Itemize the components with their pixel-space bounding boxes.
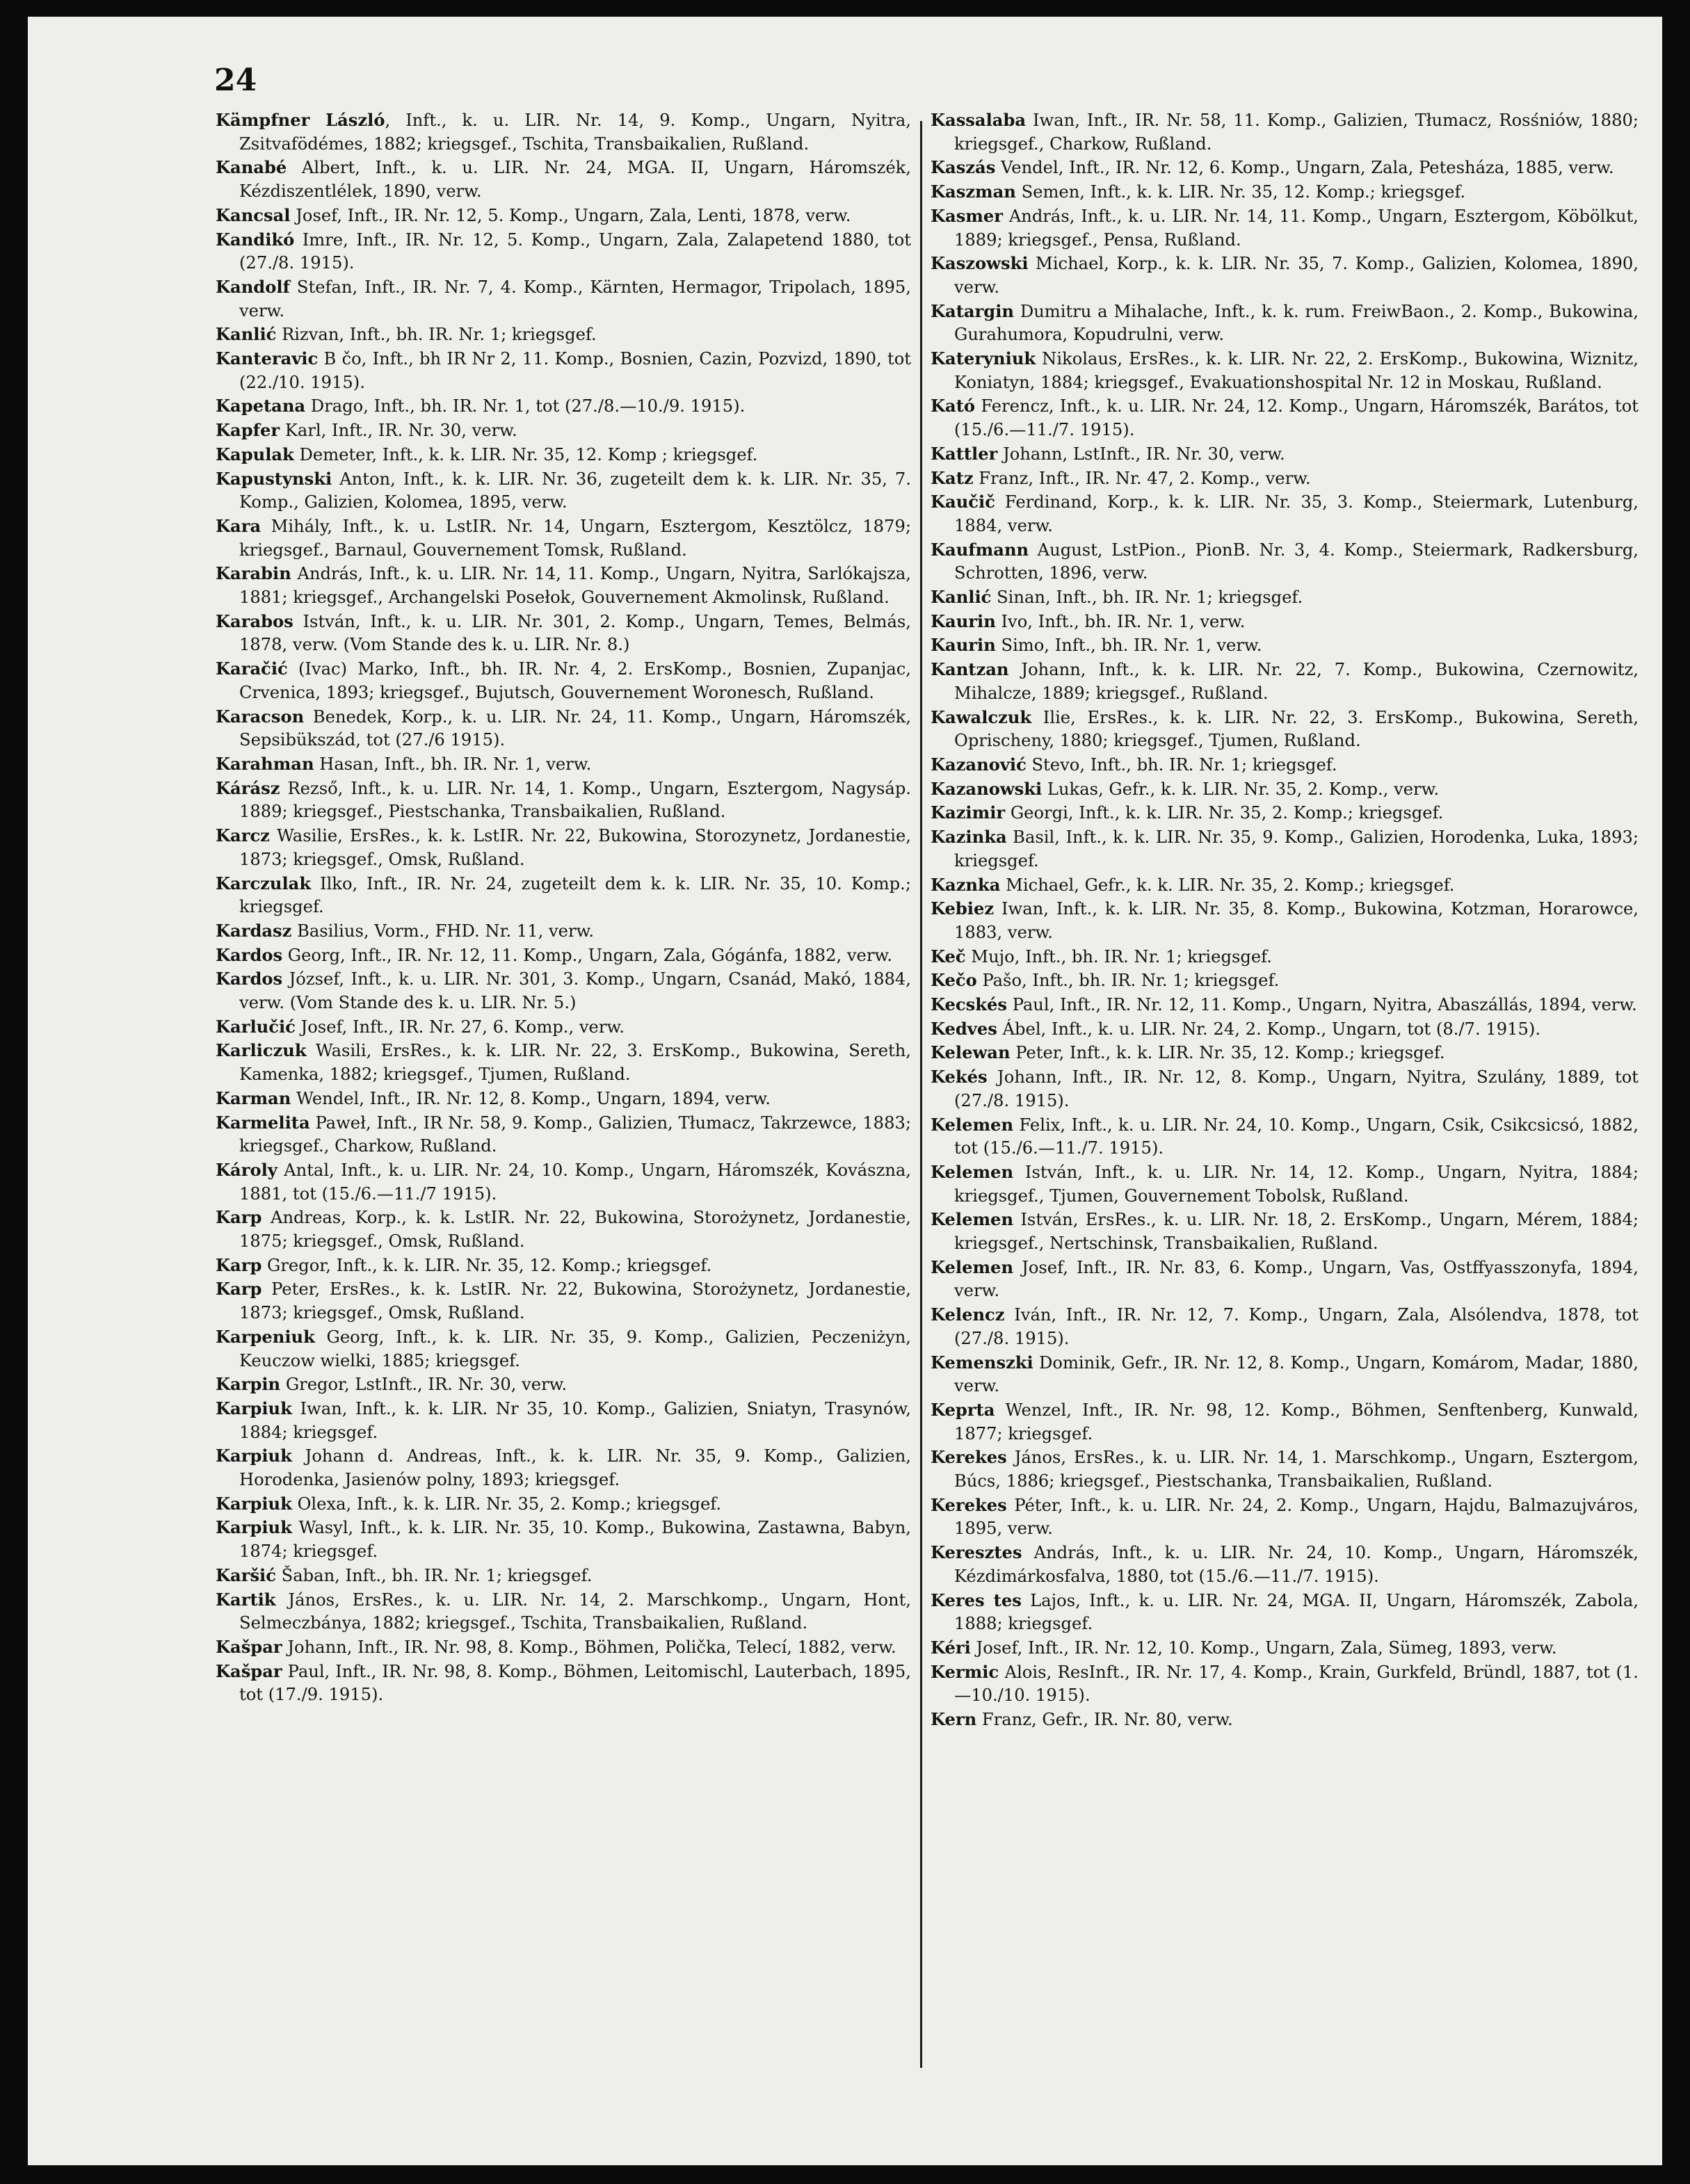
entry-details: Mujo, Inft., bh. IR. Nr. 1; kriegsgef. [965,946,1272,966]
list-entry [931,633,1639,658]
list-entry [216,419,911,443]
entry-details: Stevo, Inft., bh. IR. Nr. 1; kriegsgef. [1026,754,1337,775]
list-entry [931,300,1639,347]
entry-details: , Inft., k. u. LIR. Nr. 14, 9. Komp., Ungarn, Nyitra, Zsitvafödémes, 1882; kriegsgef., Tschita, Transbaikalien, Rußland. [239,111,911,154]
entry-surname: Kecskés [931,994,1007,1015]
entry-details: Johann, Inft., IR. Nr. 12, 8. Komp., Ungarn, Nyitra, Szulány, 1889, tot (27./8. 1915). [954,1067,1639,1110]
entry-details: Albert, Inft., k. u. LIR. Nr. 24, MGA. II, Ungarn, Háromszék, Kézdiszentlélek, 1890, verw. [239,158,911,202]
entry-surname: Kedves [931,1018,997,1039]
list-entry [931,1041,1639,1065]
entry-surname: Kemenszki [931,1352,1033,1373]
list-entry [931,1160,1639,1208]
entry-details: János, ErsRes., k. u. LIR. Nr. 14, 1. Marschkomp., Ungarn, Esztergom, Búcs, 1886; kriegsgef., Piestschanka, Transbaikalien, Rußland. [954,1448,1639,1491]
entry-surname: Karcz [216,825,270,846]
list-entry [931,1446,1639,1493]
entry-details: Drago, Inft., bh. IR. Nr. 1, tot (27./8.—10./9. 1915). [305,396,746,416]
list-entry [216,610,911,657]
list-entry [216,657,911,704]
entry-surname: Karačić [216,658,288,679]
list-entry [216,562,911,609]
list-entry [216,1039,911,1086]
list-entry [931,490,1639,537]
entry-surname: Karšić [216,1564,276,1585]
list-entry [931,873,1639,898]
entry-surname: Karp [216,1254,262,1275]
list-entry [216,967,911,1014]
entry-details: Josef, Inft., IR. Nr. 12, 10. Komp., Ungarn, Zala, Sümeg, 1893, verw. [970,1638,1557,1658]
entry-details: Ferencz, Inft., k. u. LIR. Nr. 24, 12. Komp., Ungarn, Háromszék, Barátos, tot (15./6.—11./7. 1915). [954,396,1639,440]
list-entry [216,1111,911,1158]
entry-surname: Kanabé [216,157,287,178]
list-entry [216,1660,911,1707]
list-entry [931,204,1639,252]
list-entry [931,1660,1639,1708]
entry-surname: Kelencz [931,1304,1005,1325]
list-entry [216,1516,911,1563]
entry-details: Paweł, Inft., IR Nr. 58, 9. Komp., Galizien, Tłumacz, Takrzewce, 1883; kriegsgef., Charkow, Rußland. [239,1113,911,1156]
list-entry [931,180,1639,204]
entry-surname: Keresztes [931,1542,1022,1563]
list-entry [216,824,911,871]
list-entry [931,1256,1639,1303]
entry-details: Michael, Gefr., k. k. LIR. Nr. 35, 2. Komp.; kriegsgef. [1000,875,1455,895]
entry-details: Franz, Gefr., IR. Nr. 80, verw. [976,1710,1233,1730]
entry-details: Vendel, Inft., IR. Nr. 12, 6. Komp., Ungarn, Zala, Petesháza, 1885, verw. [995,158,1614,178]
entry-surname: Karabin [216,563,291,584]
list-entry [931,538,1639,585]
list-entry [931,610,1639,634]
entry-details: Karl, Inft., IR. Nr. 30, verw. [280,421,517,441]
entry-surname: Kasmer [931,205,1004,226]
list-entry [931,897,1639,944]
entry-details: Franz, Inft., IR. Nr. 47, 2. Komp., verw. [973,468,1311,488]
list-entry [931,825,1639,873]
entry-surname: Kardos [216,944,283,965]
list-entry [216,752,911,777]
left-column [216,108,911,1707]
entry-details: Ivo, Inft., bh. IR. Nr. 1, verw. [995,611,1246,631]
entry-details: András, Inft., k. u. LIR. Nr. 24, 10. Komp., Ungarn, Háromszék, Kézdimárkosfalva, 1880, tot (15./6.—11./7. 1915). [954,1543,1639,1586]
list-entry [216,1325,911,1373]
entry-details: Hasan, Inft., bh. IR. Nr. 1, verw. [314,754,592,774]
entry-details: Ferdinand, Korp., k. k. LIR. Nr. 35, 3. Komp., Steiermark, Lutenburg, 1884, verw. [954,492,1639,535]
entry-surname: Karahman [216,753,314,774]
entry-details: Basilius, Vorm., FHD. Nr. 11, verw. [291,921,595,941]
entry-details: Gregor, LstInft., IR. Nr. 30, verw. [280,1375,568,1395]
list-entry [931,801,1639,825]
entry-details: Iwan, Inft., k. k. LIR. Nr 35, 10. Komp., Galizien, Sniatyn, Trasynów, 1884; kriegsgef. [239,1398,911,1442]
entry-surname: Kaufmann [931,539,1029,560]
entry-details: Pašo, Inft., bh. IR. Nr. 1; kriegsgef. [976,971,1280,991]
entry-details: Johann, Inft., k. k. LIR. Nr. 22, 7. Komp., Bukowina, Czernowitz, Mihalcze, 1889; kriegsgef., Rußland. [954,660,1639,703]
entry-details: Peter, Inft., k. k. LIR. Nr. 35, 12. Komp.; kriegsgef. [1010,1043,1445,1063]
entry-surname: Keč [931,946,966,966]
entry-details: August, LstPion., PionB. Nr. 3, 4. Komp., Steiermark, Radkersburg, Schrotten, 1896, verw. [954,540,1639,583]
entry-details: Demeter, Inft., k. k. LIR. Nr. 35, 12. Komp ; kriegsgef. [293,444,758,464]
list-entry [216,1444,911,1491]
list-entry [931,706,1639,753]
list-entry [216,1492,911,1516]
list-entry [931,753,1639,777]
entry-details: Wasyl, Inft., k. k. LIR. Nr. 35, 10. Komp., Bukowina, Zastawna, Babyn, 1874; kriegsgef. [239,1518,911,1562]
entry-details: Ilko, Inft., IR. Nr. 24, zugeteilt dem k. k. LIR. Nr. 35, 10. Komp.; kriegsgef. [239,873,911,917]
list-entry [216,777,911,824]
entry-surname: Kašpar [216,1637,282,1657]
entry-details: Mihály, Inft., k. u. LstIR. Nr. 14, Ungarn, Esztergom, Kesztölcz, 1879; kriegsgef., Barnaul, Gouvernement Tomsk, Rußland. [239,516,911,560]
entry-details: Olexa, Inft., k. k. LIR. Nr. 35, 2. Komp.; kriegsgef. [291,1494,722,1514]
list-entry [931,442,1639,467]
list-entry [216,443,911,467]
entry-surname: Katz [931,467,974,488]
entry-surname: Kern [931,1709,977,1730]
list-entry [216,1373,911,1397]
list-entry [931,1017,1639,1042]
entry-surname: Kelemen [931,1114,1014,1135]
entry-surname: Kazinka [931,827,1007,848]
entry-details: Stefan, Inft., IR. Nr. 7, 4. Komp., Kärnten, Hermagor, Tripolach, 1895, verw. [239,277,911,321]
list-entry [931,1065,1639,1113]
entry-details: Semen, Inft., k. k. LIR. Nr. 35, 12. Komp.; kriegsgef. [1015,182,1466,202]
list-entry [216,1158,911,1206]
entry-surname: Kelewan [931,1042,1011,1063]
entry-details: Georg, Inft., IR. Nr. 12, 11. Komp., Ungarn, Zala, Gógánfa, 1882, verw. [282,945,892,965]
list-entry [216,872,911,919]
list-entry [216,1397,911,1444]
entry-details: Iván, Inft., IR. Nr. 12, 7. Komp., Ungarn, Zala, Alsólendva, 1878, tot (27./8. 1915). [954,1305,1639,1348]
entry-surname: Kečo [931,970,977,991]
entry-details: Nikolaus, ErsRes., k. k. LIR. Nr. 22, 2. ErsKomp., Bukowina, Wiznitz, Koniatyn, 1884; kriegsgef., Evakuationshospital Nr. 12 in Moskau, Rußland. [954,349,1639,392]
entry-surname: Karpiuk [216,1517,292,1538]
list-entry [216,394,911,419]
list-entry [931,777,1639,802]
list-entry [931,1589,1639,1636]
list-entry [216,467,911,515]
entry-details: Lukas, Gefr., k. k. LIR. Nr. 35, 2. Komp., verw. [1042,779,1440,799]
list-entry [216,323,911,347]
list-entry [216,1206,911,1253]
list-entry [931,467,1639,491]
entry-surname: Karpin [216,1374,281,1395]
entry-surname: Kaszman [931,181,1016,202]
entry-details: István, ErsRes., k. u. LIR. Nr. 18, 2. ErsKomp., Ungarn, Mérem, 1884; kriegsgef., Nertschinsk, Transbaikalien, Rußland. [954,1210,1639,1254]
entry-surname: Keres tes [931,1590,1022,1610]
right-column [931,108,1639,1732]
entry-surname: Kermic [931,1661,999,1682]
entry-details: Gregor, Inft., k. k. LIR. Nr. 35, 12. Komp.; kriegsgef. [261,1255,712,1275]
entry-surname: Katargin [931,300,1014,321]
entry-surname: Kaszowski [931,253,1029,274]
entry-surname: Kazimir [931,802,1006,823]
entry-details: Georg, Inft., k. k. LIR. Nr. 35, 9. Komp., Galizien, Peczeniżyn, Keuczow wielki, 1885; kriegsgef. [239,1327,911,1370]
entry-surname: Kapulak [216,444,294,464]
entry-surname: Károly [216,1159,277,1180]
list-entry [216,515,911,562]
entry-surname: Kaučič [931,492,995,512]
entry-details: István, Inft., k. u. LIR. Nr. 14, 12. Komp., Ungarn, Nyitra, 1884; kriegsgef., Tjumen, Gouvernement Tobolsk, Rußland. [954,1162,1639,1206]
entry-surname: Karp [216,1207,262,1228]
entry-details: Josef, Inft., IR. Nr. 12, 5. Komp., Ungarn, Zala, Lenti, 1878, verw. [290,205,851,225]
entry-details: András, Inft., k. u. LIR. Nr. 14, 11. Komp., Ungarn, Nyitra, Sarlókajsza, 1881; kriegsgef., Archangelski Posełok, Gouvernement Akmolinsk, Rußland. [239,564,911,608]
entry-details: János, ErsRes., k. u. LIR. Nr. 14, 2. Marschkomp., Ungarn, Hont, Selmeczbánya, 1882; kriegsgef., Tschita, Transbaikalien, Rußland. [239,1590,911,1633]
entry-details: Iwan, Inft., k. k. LIR. Nr. 35, 8. Komp., Bukowina, Kotzman, Horarowce, 1883, verw. [954,899,1639,942]
entry-details: Johann, Inft., IR. Nr. 98, 8. Komp., Böhmen, Polička, Telecí, 1882, verw. [282,1637,896,1657]
list-entry [216,347,911,394]
entry-surname: Kardasz [216,920,292,941]
entry-surname: Kawalczuk [931,706,1032,727]
entry-surname: Karliczuk [216,1040,307,1061]
list-entry [931,993,1639,1017]
entry-surname: Kämpfner László [216,110,385,130]
list-entry [931,1113,1639,1160]
list-entry [216,275,911,323]
entry-details: Péter, Inft., k. u. LIR. Nr. 24, 2. Komp., Ungarn, Hajdu, Balmazujváros, 1895, verw. [954,1495,1639,1539]
entry-details: Rizvan, Inft., bh. IR. Nr. 1; kriegsgef. [276,325,597,345]
list-entry [216,1277,911,1325]
list-entry [931,108,1639,156]
entry-details: Johann d. Andreas, Inft., k. k. LIR. Nr. 35, 9. Komp., Galizien, Horodenka, Jasienów polny, 1893; kriegsgef. [239,1446,911,1490]
list-entry [931,347,1639,394]
entry-surname: Kató [931,396,976,416]
entry-surname: Kazanović [931,754,1027,775]
entry-details: Alois, ResInft., IR. Nr. 17, 4. Komp., Krain, Gurkfeld, Bründl, 1887, tot (1.—10./10. 1915). [954,1662,1639,1706]
list-entry [931,1208,1639,1255]
entry-surname: Kaznka [931,874,1001,895]
entry-surname: Kanteravic [216,348,319,369]
entry-details: Dominik, Gefr., IR. Nr. 12, 8. Komp., Ungarn, Komárom, Madar, 1880, verw. [954,1352,1639,1396]
entry-surname: Keprta [931,1399,995,1420]
entry-surname: Kašpar [216,1660,282,1681]
entry-details: Paul, Inft., IR. Nr. 12, 11. Komp., Ungarn, Nyitra, Abaszállás, 1894, verw. [1007,995,1637,1015]
entry-surname: Karpiuk [216,1493,292,1514]
entry-surname: Karpiuk [216,1446,292,1466]
list-entry [931,945,1639,969]
list-entry [931,1303,1639,1350]
entry-details: Georgi, Inft., k. k. LIR. Nr. 35, 2. Komp.; kriegsgef. [1005,803,1444,823]
entry-details: András, Inft., k. u. LIR. Nr. 14, 11. Komp., Ungarn, Esztergom, Köbölkut, 1889; kriegsgef., Pensa, Rußland. [954,206,1639,250]
entry-surname: Karpiuk [216,1398,292,1418]
entry-surname: Kerekes [931,1494,1007,1515]
entry-surname: Kaszás [931,157,996,178]
entry-surname: Kandolf [216,276,290,297]
entry-surname: Kéri [931,1637,971,1658]
entry-details: Benedek, Korp., k. u. LIR. Nr. 24, 11. Komp., Ungarn, Háromszék, Sepsibükszád, tot (27./6 1915). [239,706,911,750]
entry-surname: Kapustynski [216,468,332,489]
list-entry [216,1254,911,1278]
entry-details: Rezső, Inft., k. u. LIR. Nr. 14, 1. Komp., Ungarn, Esztergom, Nagysáp. 1889; kriegsgef., Piestschanka, Transbaikalien, Rußland. [239,778,911,822]
list-entry [216,204,911,228]
entry-details: Lajos, Inft., k. u. LIR. Nr. 24, MGA. II, Ungarn, Háromszék, Zabola, 1888; kriegsgef. [954,1590,1639,1634]
entry-surname: Kaurin [931,610,996,631]
entry-details: Iwan, Inft., IR. Nr. 58, 11. Komp., Galizien, Tłumacz, Rosśniów, 1880; kriegsgef., Charkow, Rußland. [954,111,1639,154]
entry-details: Michael, Korp., k. k. LIR. Nr. 35, 7. Komp., Galizien, Kolomea, 1890, verw. [954,254,1639,297]
entry-surname: Kantzan [931,659,1009,680]
entry-surname: Kancsal [216,204,291,225]
entry-details: Andreas, Korp., k. k. LstIR. Nr. 22, Bukowina, Storożynetz, Jordanestie, 1875; kriegsgef., Omsk, Rußland. [239,1208,911,1252]
entry-details: Sinan, Inft., bh. IR. Nr. 1; kriegsgef. [991,588,1303,608]
entry-details: Peter, ErsRes., k. k. LstIR. Nr. 22, Bukowina, Storożynetz, Jordanestie, 1873; kriegsgef., Omsk, Rußland. [239,1279,911,1323]
entry-details: Paul, Inft., IR. Nr. 98, 8. Komp., Böhmen, Leitomischl, Lauterbach, 1895, tot (17./9. 1915). [239,1661,911,1705]
document-page [28,17,1662,2165]
entry-details: Imre, Inft., IR. Nr. 12, 5. Komp., Ungarn, Zala, Zalapetend 1880, tot (27./8. 1915). [239,229,911,273]
entry-details: Šaban, Inft., bh. IR. Nr. 1; kriegsgef. [275,1565,593,1585]
entry-surname: Kaurin [931,635,996,656]
entry-details: (Ivac) Marko, Inft., bh. IR. Nr. 4, 2. ErsKomp., Bosnien, Zupanjac, Crvenica, 1893; kriegsgef., Bujutsch, Gouvernement Woronesch, Rußland. [239,659,911,702]
entry-details: Wasili, ErsRes., k. k. LIR. Nr. 22, 3. ErsKomp., Bukowina, Sereth, Kamenka, 1882; kriegsgef., Tjumen, Rußland. [239,1041,911,1085]
entry-surname: Karpeniuk [216,1326,315,1347]
entry-surname: Kattler [931,443,998,464]
entry-surname: Kandikó [216,229,295,250]
entry-surname: Kerekes [931,1447,1007,1468]
entry-details: József, Inft., k. u. LIR. Nr. 301, 3. Komp., Ungarn, Csanád, Makó, 1884, verw. (Vom Stande des k. u. LIR. Nr. 5.) [239,969,911,1013]
entry-surname: Kapfer [216,420,280,441]
entry-surname: Kanlić [216,324,277,345]
list-entry [216,705,911,752]
list-entry [216,919,911,944]
entry-details: Antal, Inft., k. u. LIR. Nr. 24, 10. Komp., Ungarn, Háromszék, Kovászna, 1881, tot (15./6.—11./7 1915). [239,1160,911,1204]
entry-details: István, Inft., k. u. LIR. Nr. 301, 2. Komp., Ungarn, Temes, Belmás, 1878, verw. (Vom Stande des k. u. LIR. Nr. 8.) [239,611,911,655]
entry-details: Ábel, Inft., k. u. LIR. Nr. 24, 2. Komp., Ungarn, tot (8./7. 1915). [997,1019,1541,1039]
list-entry [216,944,911,968]
entry-surname: Kateryniuk [931,348,1036,369]
entry-surname: Kardos [216,969,283,989]
list-entry [931,156,1639,180]
entry-surname: Karabos [216,610,293,631]
entry-surname: Kelemen [931,1256,1014,1277]
entry-surname: Karacson [216,706,305,727]
list-entry [931,252,1639,299]
list-entry [931,1351,1639,1398]
entry-details: Wenzel, Inft., IR. Nr. 98, 12. Komp., Böhmen, Senftenberg, Kunwald, 1877; kriegsgef. [954,1400,1639,1443]
page-number: 24 [214,63,257,98]
column-divider [920,121,922,2068]
list-entry [931,1636,1639,1660]
list-entry [931,394,1639,442]
entry-surname: Kara [216,515,261,536]
entry-details: B čo, Inft., bh IR Nr 2, 11. Komp., Bosnien, Cazin, Pozvizd, 1890, tot (22./10. 1915). [239,349,911,392]
entry-details: Johann, LstInft., IR. Nr. 30, verw. [997,444,1285,464]
list-entry [931,1541,1639,1588]
list-entry [216,1015,911,1040]
list-entry [931,1494,1639,1541]
entry-details: Ilie, ErsRes., k. k. LIR. Nr. 22, 3. ErsKomp., Bukowina, Sereth, Oprischeny, 1880; kriegsgef., Tjumen, Rußland. [954,707,1639,751]
list-entry [216,1564,911,1588]
entry-surname: Karlučić [216,1016,296,1037]
entry-surname: Kazanowski [931,778,1043,799]
list-entry [216,1635,911,1660]
entry-surname: Kekés [931,1067,988,1087]
entry-surname: Karp [216,1279,262,1300]
list-entry [931,1708,1639,1732]
list-entry [931,585,1639,610]
list-entry [216,108,911,156]
list-entry [216,1087,911,1111]
list-entry [216,228,911,275]
entry-surname: Kartik [216,1589,276,1610]
list-entry [216,1588,911,1635]
entry-details: Josef, Inft., IR. Nr. 83, 6. Komp., Ungarn, Vas, Ostffyasszonyfa, 1894, verw. [954,1257,1639,1301]
entry-surname: Kárász [216,777,280,798]
entry-surname: Karczulak [216,873,312,893]
list-entry [216,156,911,203]
entry-surname: Kelemen [931,1161,1014,1182]
entry-details: Dumitru a Mihalache, Inft., k. k. rum. FreiwBaon., 2. Komp., Bukowina, Gurahumora, Kopudrulni, verw. [954,301,1639,345]
list-entry [931,658,1639,705]
entry-surname: Kassalaba [931,110,1027,130]
entry-surname: Kapetana [216,396,306,416]
entry-details: Simo, Inft., bh. IR. Nr. 1, verw. [995,636,1262,656]
entry-surname: Kanlić [931,587,992,608]
entry-details: Felix, Inft., k. u. LIR. Nr. 24, 10. Komp., Ungarn, Csik, Csikcsicsó, 1882, tot (15./6.—11./7. 1915). [954,1115,1639,1158]
entry-details: Josef, Inft., IR. Nr. 27, 6. Komp., verw. [295,1017,625,1037]
entry-surname: Karman [216,1087,291,1108]
entry-details: Basil, Inft., k. k. LIR. Nr. 35, 9. Komp., Galizien, Horodenka, Luka, 1893; kriegsgef. [954,827,1639,871]
entry-details: Wasilie, ErsRes., k. k. LstIR. Nr. 22, Bukowina, Storozynetz, Jordanestie, 1873; kriegsgef., Omsk, Rußland. [239,826,911,869]
entry-details: Wendel, Inft., IR. Nr. 12, 8. Komp., Ungarn, 1894, verw. [291,1088,771,1108]
entry-surname: Karmelita [216,1112,310,1133]
entry-surname: Kebiez [931,898,995,919]
list-entry [931,969,1639,993]
entry-details: Anton, Inft., k. k. LIR. Nr. 36, zugeteilt dem k. k. LIR. Nr. 35, 7. Komp., Galizien, Kolomea, 1895, verw. [239,469,911,512]
list-entry [931,1398,1639,1446]
entry-surname: Kelemen [931,1209,1014,1230]
